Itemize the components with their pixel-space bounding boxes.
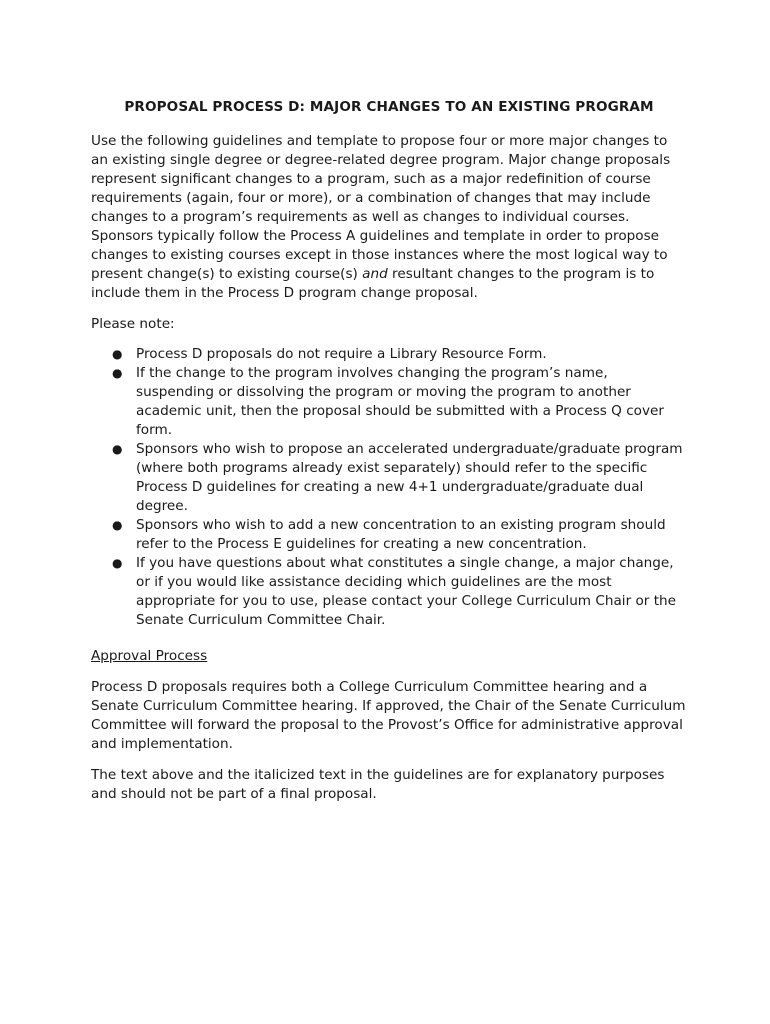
document-title: PROPOSAL PROCESS D: MAJOR CHANGES TO AN EXISTING PROGRAM bbox=[124, 99, 654, 115]
note-heading: Please note: bbox=[91, 316, 175, 332]
list-item-text: Sponsors who wish to propose an accelerated undergraduate/graduate program (where both programs already exist separately) should refer to the specific Process D guidelines for creating a new 4+1 undergraduate/graduate dual degree. bbox=[136, 441, 683, 514]
list-item bbox=[91, 516, 687, 554]
approval-paragraph: Process D proposals requires both a College Curriculum Committee hearing and a Senate Curriculum Committee hearing. If approved, the Chair of the Senate Curriculum Committee will forward the proposal to the Provost’s Office for administrative approval and implementation. bbox=[91, 679, 686, 752]
bullet-icon: ● bbox=[112, 366, 123, 380]
list-item bbox=[91, 364, 687, 440]
closing-paragraph: The text above and the italicized text in the guidelines are for explanatory purposes and should not be part of a final proposal. bbox=[91, 767, 665, 802]
approval-heading: Approval Process bbox=[91, 648, 208, 664]
document-body bbox=[91, 98, 687, 816]
intro-text-end: resultant changes to the program is to include them in the Process D program change proposal. bbox=[91, 266, 655, 301]
list-item-text: Process D proposals do not require a Library Resource Form. bbox=[136, 346, 547, 362]
list-item bbox=[91, 345, 687, 364]
bullet-icon: ● bbox=[112, 518, 123, 532]
list-item-text: If the change to the program involves changing the program’s name, suspending or dissolving the program or moving the program to another academic unit, then the proposal should be submitted with a Process Q cover form. bbox=[136, 365, 664, 438]
notes-list bbox=[91, 345, 687, 630]
bullet-icon: ● bbox=[112, 442, 123, 456]
list-item-text: If you have questions about what constitutes a single change, a major change, or if you would like assistance deciding which guidelines are the most appropriate for you to use, please contact your College Curriculum Chair or the Senate Curriculum Committee Chair. bbox=[136, 555, 677, 628]
bullet-icon: ● bbox=[112, 347, 123, 361]
bullet-icon: ● bbox=[112, 556, 123, 570]
intro-text: Use the following guidelines and template to propose four or more major changes to an existing single degree or degree-related degree program. Major change proposals represent significant changes to a program, such as a major redefinition of course requirements (again, four or more), or a combination of changes that may include changes to a program’s requirements as well as changes to individual courses. Sponsors typically follow the Process A guidelines and template in order to propose changes to existing courses except in those instances where the most logical way to present change(s) to existing course(s) bbox=[91, 133, 671, 282]
list-item bbox=[91, 554, 687, 630]
intro-italic-word: and bbox=[362, 266, 388, 282]
list-item-text: Sponsors who wish to add a new concentration to an existing program should refer to the Process E guidelines for creating a new concentration. bbox=[136, 517, 666, 552]
list-item bbox=[91, 440, 687, 516]
intro-paragraph bbox=[91, 132, 687, 303]
